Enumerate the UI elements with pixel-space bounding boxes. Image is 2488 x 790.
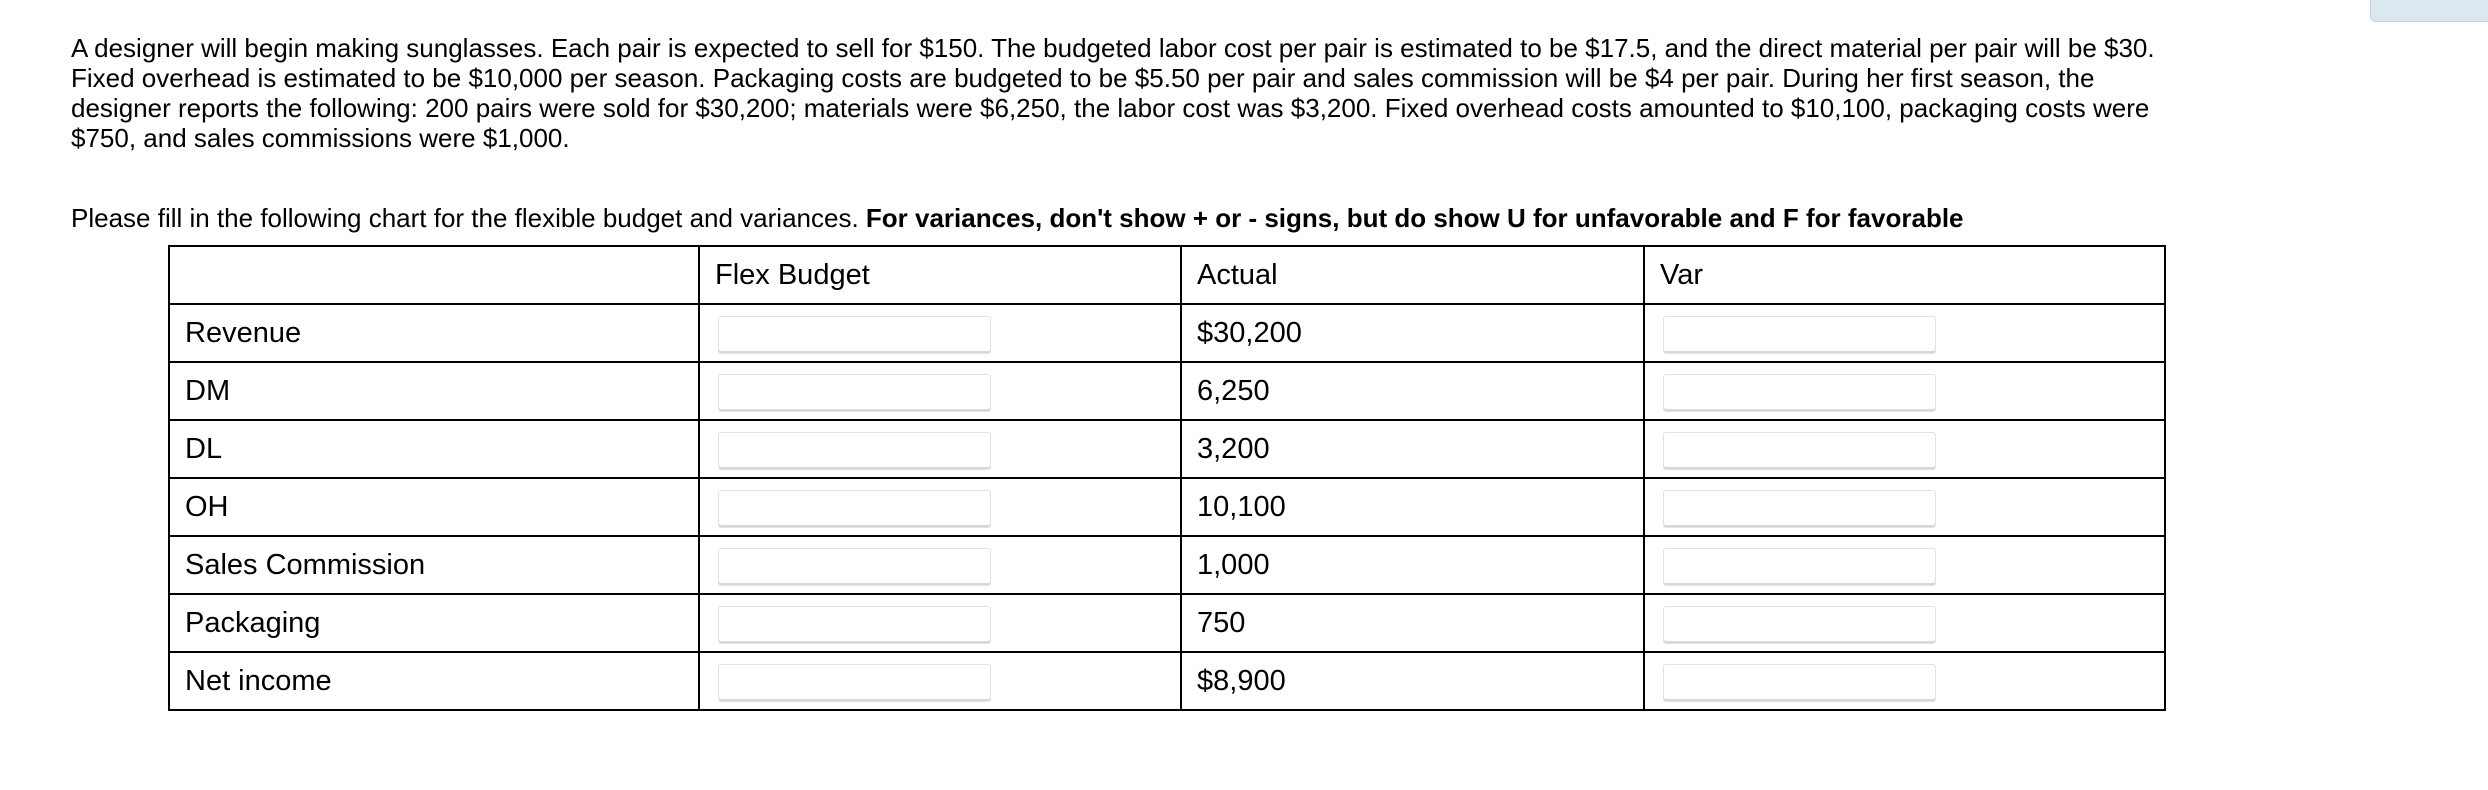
actual-value: 10,100 (1181, 478, 1644, 536)
row-label: Net income (169, 652, 699, 710)
row-label: Packaging (169, 594, 699, 652)
flex-cell (699, 304, 1181, 362)
var-cell (1644, 536, 2165, 594)
flex-cell (699, 420, 1181, 478)
flexible-budget-table (168, 245, 2166, 711)
var-cell (1644, 478, 2165, 536)
actual-value: $8,900 (1181, 652, 1644, 710)
flex-budget-input-dl[interactable] (718, 432, 991, 470)
row-label: Sales Commission (169, 536, 699, 594)
variance-input-net-income[interactable] (1663, 664, 1936, 702)
row-label: DL (169, 420, 699, 478)
flex-budget-input-sales-commission[interactable] (718, 548, 991, 586)
table-row-dm (169, 362, 2165, 420)
variance-input-packaging[interactable] (1663, 606, 1936, 644)
corner-tab[interactable] (2370, 0, 2488, 22)
flex-budget-input-net-income[interactable] (718, 664, 991, 702)
flex-budget-input-revenue[interactable] (718, 316, 991, 354)
row-label: OH (169, 478, 699, 536)
actual-value: 750 (1181, 594, 1644, 652)
flex-budget-input-oh[interactable] (718, 490, 991, 528)
flex-budget-input-packaging[interactable] (718, 606, 991, 644)
actual-value: $30,200 (1181, 304, 1644, 362)
table-header-row (169, 246, 2165, 304)
variance-input-dm[interactable] (1663, 374, 1936, 412)
table-row-dl (169, 420, 2165, 478)
actual-value: 1,000 (1181, 536, 1644, 594)
actual-value: 3,200 (1181, 420, 1644, 478)
var-cell (1644, 652, 2165, 710)
var-cell (1644, 304, 2165, 362)
variance-input-dl[interactable] (1663, 432, 1936, 470)
variance-input-sales-commission[interactable] (1663, 548, 1936, 586)
instruction-bold-text: For variances, don't show + or - signs, but do show U for unfavorable and F for favorable (865, 203, 1964, 233)
var-cell (1644, 594, 2165, 652)
header-actual: Actual (1181, 246, 1644, 304)
row-label: DM (169, 362, 699, 420)
variance-input-oh[interactable] (1663, 490, 1936, 528)
table-row-revenue (169, 304, 2165, 362)
instruction-text: Please fill in the following chart for the flexible budget and variances. (71, 203, 866, 233)
actual-value: 6,250 (1181, 362, 1644, 420)
header-blank (169, 246, 699, 304)
flex-cell (699, 362, 1181, 420)
header-flex-budget: Flex Budget (699, 246, 1181, 304)
flex-cell (699, 652, 1181, 710)
table-row-sales-commission (169, 536, 2165, 594)
problem-statement: A designer will begin making sunglasses. Each pair is expected to sell for $150. The budgeted labor cost per pair is estimated to be $17.5, and the direct material per pair will be $30. Fixed overhead is estimated to be $10,000 per season. Packaging costs are budgeted to be $5.50 per pair and sales commission will be $4 per pair. During her first season, the designer reports the following: 200 pairs were sold for $30,200; materials were $6,250, the labor cost was $3,200. Fixed overhead costs amounted to $10,100, packaging costs were $750, and sales commissions were $1,000. (71, 33, 2155, 153)
header-variance: Var (1644, 246, 2165, 304)
flex-cell (699, 536, 1181, 594)
table-row-oh (169, 478, 2165, 536)
var-cell (1644, 362, 2165, 420)
table-row-packaging (169, 594, 2165, 652)
table-row-net-income (169, 652, 2165, 710)
variance-input-revenue[interactable] (1663, 316, 1936, 354)
flex-cell (699, 594, 1181, 652)
instructions (71, 203, 2371, 233)
flex-budget-input-dm[interactable] (718, 374, 991, 412)
row-label: Revenue (169, 304, 699, 362)
var-cell (1644, 420, 2165, 478)
flex-cell (699, 478, 1181, 536)
